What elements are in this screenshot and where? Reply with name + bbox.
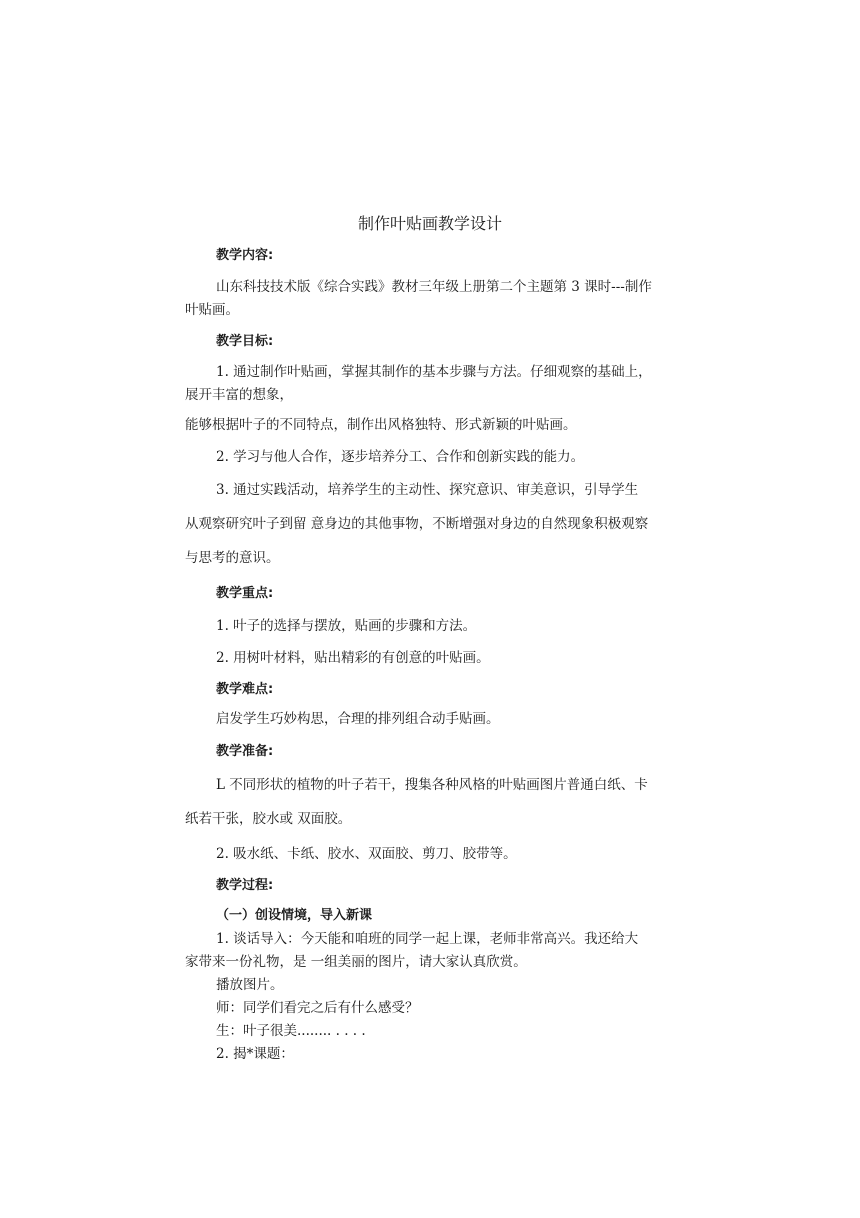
process-step1-line1: 1. 谈话导入：今天能和咱班的同学一起上课，老师非常高兴。我还给大 (216, 931, 639, 947)
process-teacher-line: 师：同学们看完之后有什么感受？ (216, 1000, 419, 1016)
objective-3-line2: 从观察研究叶子到留 意身边的其他事物，不断增强对身边的自然现象积极观察 (185, 516, 649, 532)
process-step1-line2: 家带来一份礼物，是 一组美丽的图片，请大家认真欣赏。 (185, 954, 527, 970)
objective-1-line1: 1. 通过制作叶贴画，掌握其制作的基本步骤与方法。仔细观察的基础上， (216, 364, 652, 380)
process-heading: 教学过程: (216, 878, 274, 893)
preparation-2: 2. 吸水纸、卡纸、胶水、双面胶、剪刀、胶带等。 (216, 846, 517, 862)
process-student-line: 生：叶子很美........ . . . . (216, 1023, 366, 1039)
process-section1-heading: （一）创设情境，导入新课 (216, 908, 373, 923)
objective-3-line1: 3. 通过实践活动，培养学生的主动性、探究意识、审美意识，引导学生 (216, 482, 639, 498)
difficulties-text: 启发学生巧妙构思，合理的排列组合动手贴画。 (216, 711, 500, 727)
key-point-1: 1. 叶子的选择与摆放，贴画的步骤和方法。 (216, 618, 477, 634)
difficulties-heading: 教学难点: (216, 682, 274, 697)
process-play: 播放图片。 (216, 977, 284, 993)
objective-1-line2: 展开丰富的想象， (185, 387, 293, 403)
preparation-1-line1: L 不同形状的植物的叶子若干，搜集各种风格的叶贴画图片普通白纸、卡 (216, 777, 648, 793)
preparation-1-line2: 纸若干张，胶水或 双面胶。 (185, 811, 352, 827)
preparation-heading: 教学准备: (216, 744, 274, 759)
content-heading: 教学内容: (216, 248, 274, 263)
objectives-heading: 教学目标: (216, 334, 274, 349)
process-step2: 2. 揭*课题： (216, 1046, 294, 1062)
document-title: 制作叶贴画教学设计 (357, 214, 502, 233)
objective-3-line3: 与思考的意识。 (185, 550, 280, 566)
key-points-heading: 教学重点: (216, 586, 274, 601)
key-point-2: 2. 用树叶材料，贴出精彩的有创意的叶贴画。 (216, 650, 490, 666)
objective-2: 2. 学习与他人合作，逐步培养分工、合作和创新实践的能力。 (216, 449, 585, 465)
content-text-line1: 山东科技技术版《综合实践》教材三年级上册第二个主题第 3 课时---制作 (216, 279, 652, 295)
content-text-line2: 叶贴画。 (185, 302, 239, 318)
objective-1-line3: 能够根据叶子的不同特点，制作出风格独特、形式新颖的叶贴画。 (185, 417, 577, 433)
